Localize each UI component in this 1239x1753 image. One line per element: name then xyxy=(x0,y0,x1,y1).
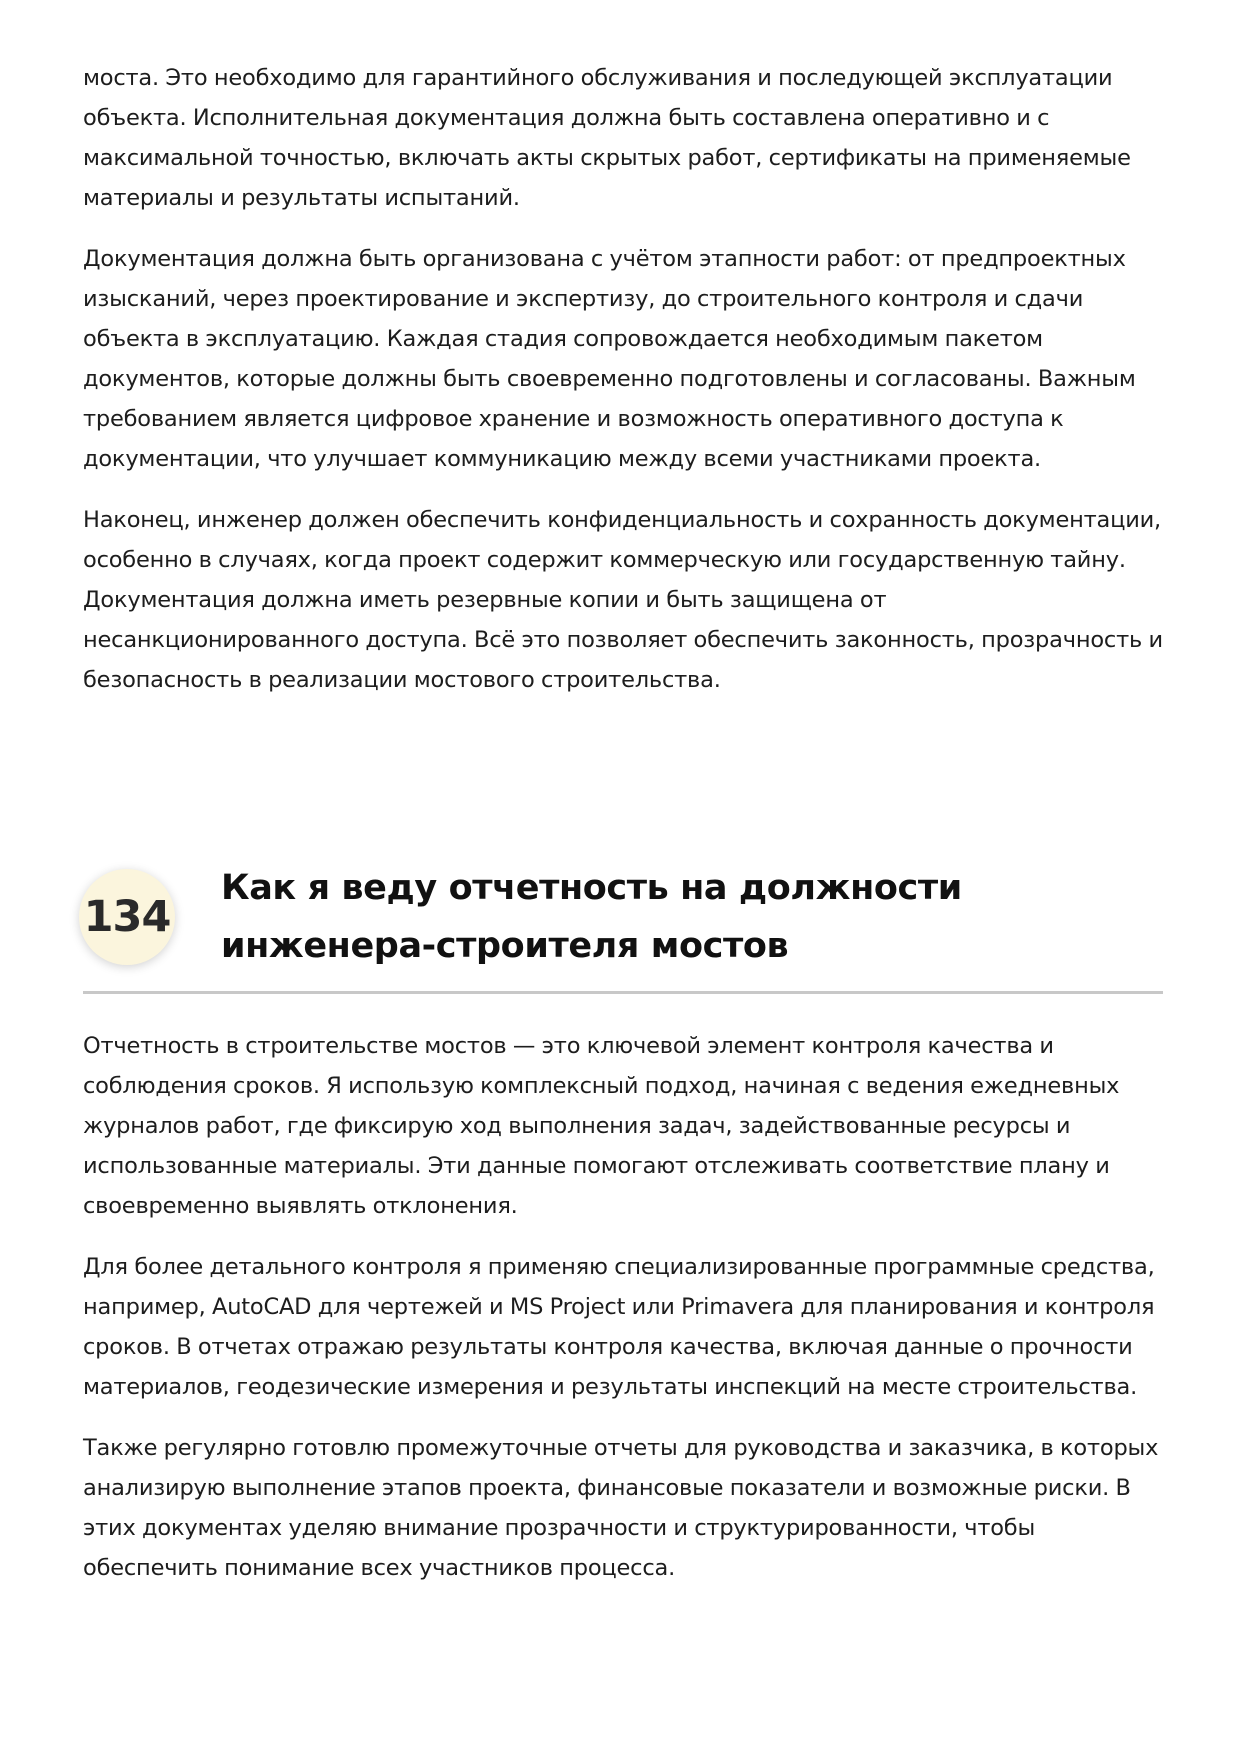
body-paragraph: Для более детального контроля я применяю специализированные программные средства, например, AutoCAD для чертежей и MS Project или Primavera для планирования и контроля сроков. В отчетах отражаю результаты контроля качества, включая данные о прочности материалов, геодезические измерения и результаты инспекций на месте строительства. xyxy=(83,1254,1155,1400)
chapter-heading xyxy=(83,859,1163,994)
body-paragraph: Документация должна быть организована с учётом этапности работ: от предпроектных изысканий, через проектирование и экспертизу, до строительного контроля и сдачи объекта в эксплуатацию. Каждая стадия сопровождается необходимым пакетом документов, которые должны быть своевременно подготовлены и согласованы. Важным требованием является цифровое хранение и возможность оперативного доступа к документации, что улучшает коммуникацию между всеми участниками проекта. xyxy=(83,246,1136,472)
chapter-title: Как я веду отчетность на должности инженера-строителя мостов xyxy=(221,868,962,966)
chapter-number-badge: 134 xyxy=(79,869,175,965)
section-spacer xyxy=(83,721,1163,859)
body-paragraph: моста. Это необходимо для гарантийного обслуживания и последующей эксплуатации объекта. Исполнительная документация должна быть составлена оперативно и с максимальной точностью, включать акты скрытых работ, сертификаты на применяемые материалы и результаты испытаний. xyxy=(83,65,1131,211)
document-page xyxy=(83,58,1163,1609)
body-paragraph: Отчетность в строительстве мостов — это ключевой элемент контроля качества и соблюдения сроков. Я использую комплексный подход, начиная с ведения ежедневных журналов работ, где фиксирую ход выполнения задач, задействованные ресурсы и использованные материалы. Эти данные помогают отслеживать соответствие плану и своевременно выявлять отклонения. xyxy=(83,1033,1120,1219)
body-paragraph: Наконец, инженер должен обеспечить конфиденциальность и сохранность документации, особенно в случаях, когда проект содержит коммерческую или государственную тайну. Документация должна иметь резервные копии и быть защищена от несанкционированного доступа. Всё это позволяет обеспечить законность, прозрачность и безопасность в реализации мостового строительства. xyxy=(83,507,1163,693)
body-paragraph: Также регулярно готовлю промежуточные отчеты для руководства и заказчика, в которых анализирую выполнение этапов проекта, финансовые показатели и возможные риски. В этих документах уделяю внимание прозрачности и структурированности, чтобы обеспечить понимание всех участников процесса. xyxy=(83,1435,1159,1581)
